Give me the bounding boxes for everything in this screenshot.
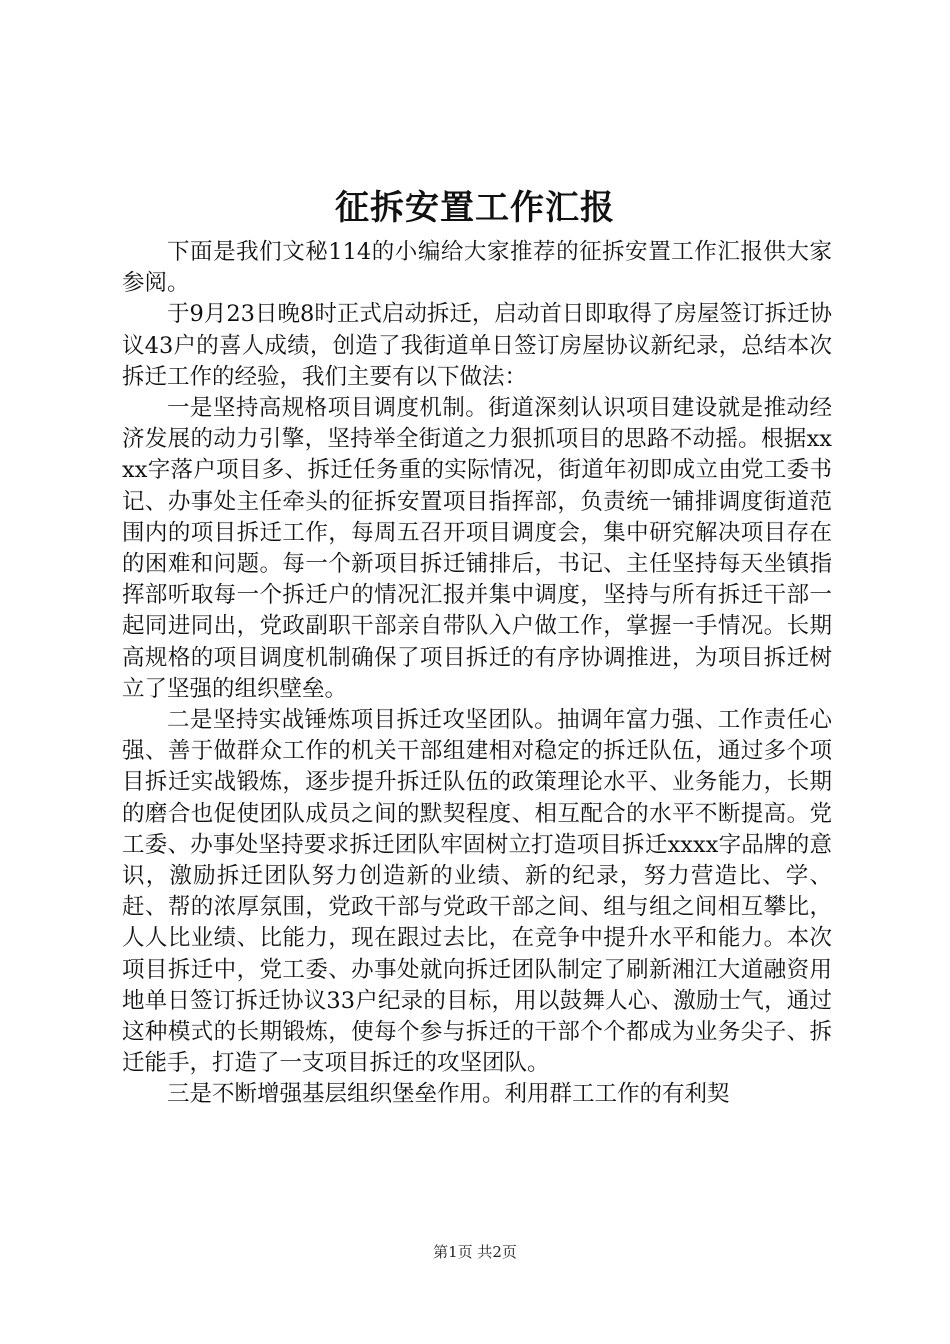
paragraph-intro: 下面是我们文秘114的小编给大家推荐的征拆安置工作汇报供大家参阅。 bbox=[122, 239, 832, 297]
paragraph-point-one: 一是坚持高规格项目调度机制。街道深刻认识项目建设就是推动经济发展的动力引擎，坚持举全街道之力狠抓项目的思路不动摇。根据xxxx字落户项目多、拆迁任务重的实际情况，街道年初即成立由党工委书记、办事处主任牵头的征拆安置项目指挥部，负责统一铺排调度街道范围内的项目拆迁工作，每周五召开项目调度会，集中研究解决项目存在的困难和问题。每一个新项目拆迁铺排后，书记、主任坚持每天坐镇指挥部听取每一个拆迁户的情况汇报并集中调度，坚持与所有拆迁干部一起同进同出，党政副职干部亲自带队入户做工作，掌握一手情况。长期高规格的项目调度机制确保了项目拆迁的有序协调推进，为项目拆迁树立了坚强的组织壁垒。 bbox=[122, 395, 832, 702]
document-title: 征拆安置工作汇报 bbox=[335, 188, 615, 228]
paragraph-point-two: 二是坚持实战锤炼项目拆迁攻坚团队。抽调年富力强、工作责任心强、善于做群众工作的机关干部组建相对稳定的拆迁队伍，通过多个项目拆迁实战锻炼，逐步提升拆迁队伍的政策理论水平、业务能力，长期的磨合也促使团队成员之间的默契程度、相互配合的水平不断提高。党工委、办事处坚持要求拆迁团队牢固树立打造项目拆迁xxxx字品牌的意识，激励拆迁团队努力创造新的业绩、新的纪录，努力营造比、学、赶、帮的浓厚氛围，党政干部与党政干部之间、组与组之间相互攀比，人人比业绩、比能力，现在跟过去比，在竞争中提升水平和能力。本次项目拆迁中，党工委、办事处就向拆迁团队制定了刷新湘江大道融资用地单日签订拆迁协议33户纪录的目标，用以鼓舞人心、激励士气，通过这种模式的长期锻炼，使每个参与拆迁的干部个个都成为业务尖子、拆迁能手，打造了一支项目拆迁的攻坚团队。 bbox=[122, 707, 832, 1077]
document-body bbox=[122, 237, 832, 1111]
paragraph-summary: 于9月23日晚8时正式启动拆迁，启动首日即取得了房屋签订拆迁协议43户的喜人成绩，创造了我街道单日签订房屋协议新纪录，总结本次拆迁工作的经验，我们主要有以下做法： bbox=[122, 301, 832, 390]
paragraph-point-three: 三是不断增强基层组织堡垒作用。利用群工工作的有利契 bbox=[167, 1081, 730, 1108]
page-number-footer: 第1页 共2页 bbox=[433, 1243, 517, 1261]
